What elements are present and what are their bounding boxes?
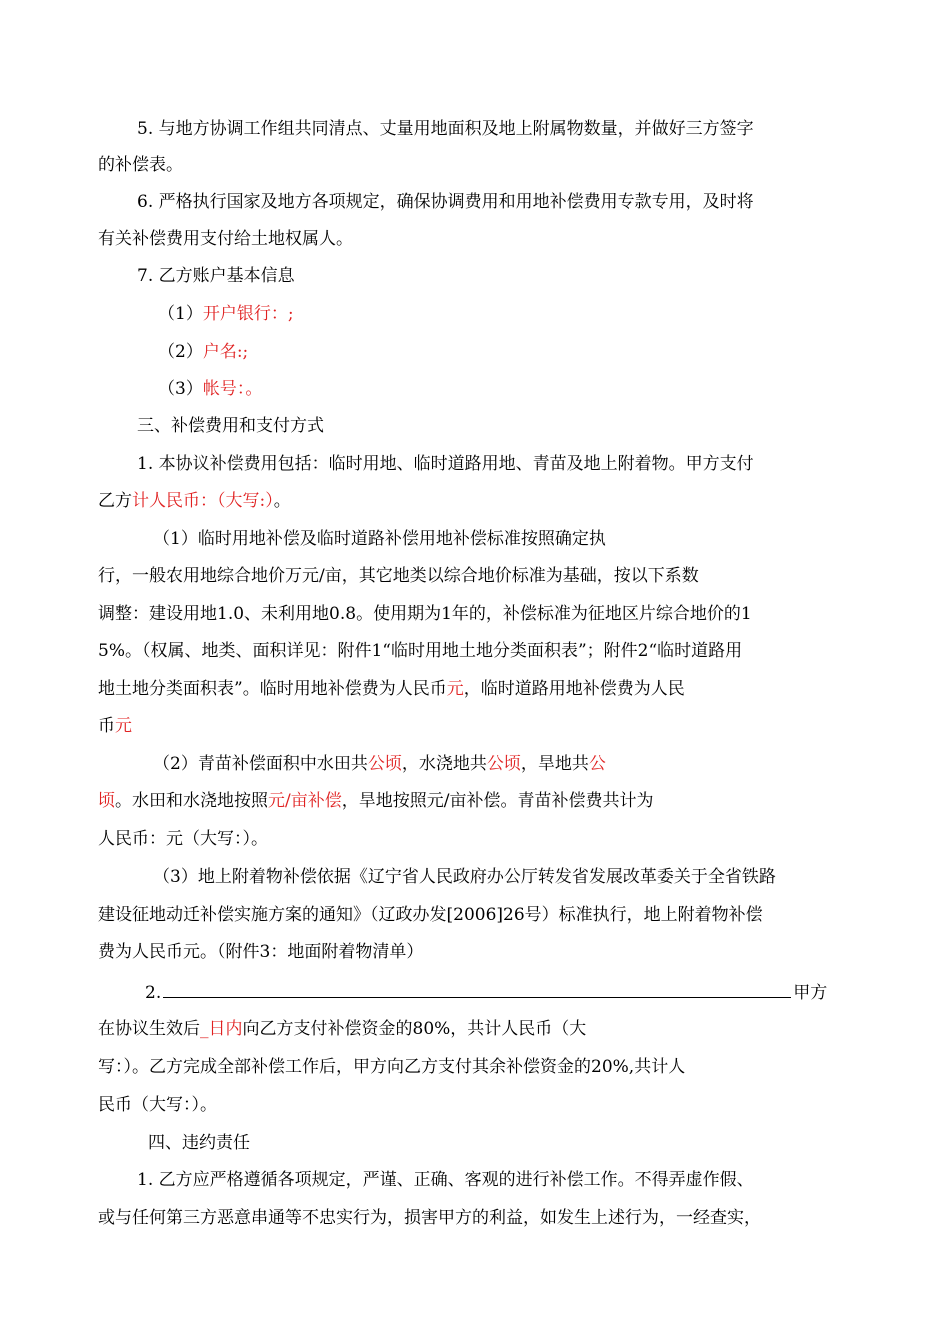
text-segment: ，水浇地共: [401, 754, 487, 774]
account-number-line: [158, 377, 262, 401]
text-segment: 甲方: [793, 983, 828, 1003]
account-number-label: 帐号：。: [202, 379, 263, 399]
attachment-para-line-3: 费为人民币元。（附件3：地面附着物清单）: [98, 942, 424, 962]
temp-land-para-line-5: [98, 677, 685, 701]
section-4-clause-1-line-1: 1. 乙方应严格遵循各项规定，严谨、正确、客观的进行补偿工作。不得弄虚作假、: [137, 1170, 754, 1190]
highlight-segment: 元: [115, 716, 132, 736]
temp-land-para-line-2: 行，一般农用地综合地价万元/亩，其它地类以综合地价标准为基础，按以下系数: [98, 566, 699, 586]
account-name-label: 户名:;: [202, 342, 249, 362]
crop-para-line-2: [98, 789, 653, 813]
clause-number: 2.: [145, 983, 162, 1003]
crop-para-line-1: [153, 752, 606, 776]
section-3-clause-1-line-2: [98, 489, 291, 513]
text-segment: 。: [273, 491, 291, 511]
section-3-heading: 三、补偿费用和支付方式: [137, 416, 324, 436]
text-segment: （2）青苗补偿面积中水田共: [153, 754, 368, 774]
highlight-segment: 公顷: [486, 754, 521, 774]
text-segment: ，临时道路用地补偿费为人民: [463, 679, 685, 699]
highlight-segment: 公: [588, 754, 606, 774]
clause-6-line-1: 6. 严格执行国家及地方各项规定，确保协调费用和用地补偿费用专款专用，及时将: [137, 192, 754, 212]
section-3-clause-1-line-1: 1. 本协议补偿费用包括：临时用地、临时道路用地、青苗及地上附着物。甲方支付: [137, 454, 754, 474]
account-name-line: [158, 340, 248, 364]
text-segment: 向乙方支付补偿资金的80%，共计人民币（大: [242, 1019, 587, 1039]
section-3-clause-2-line-4: 民币（大写：）。: [98, 1095, 217, 1115]
highlight-segment: _日内: [200, 1019, 243, 1039]
temp-land-para-line-6: [98, 714, 132, 738]
clause-6-line-2: 有关补偿费用支付给土地权属人。: [98, 229, 353, 249]
account-number-index: （3）: [158, 379, 203, 399]
text-segment: 在协议生效后: [98, 1019, 200, 1039]
highlight-segment: 公顷: [367, 754, 402, 774]
account-bank-label: 开户银行：;: [202, 304, 294, 324]
clause-7-heading: 7. 乙方账户基本信息: [137, 266, 295, 286]
clause-5-line-1: 5. 与地方协调工作组共同清点、丈量用地面积及地上附属物数量，并做好三方签字: [137, 119, 754, 139]
section-4-heading: 四、违约责任: [148, 1133, 250, 1153]
text-segment: 地土地分类面积表”。临时用地补偿费为人民币: [98, 679, 447, 699]
text-segment: ，旱地共: [520, 754, 589, 774]
section-4-clause-1-line-2: 或与任何第三方恶意串通等不忠实行为，损害甲方的利益，如发生上述行为，一经查实，: [98, 1208, 761, 1228]
highlight-segment: 顷: [98, 791, 115, 811]
temp-land-para-line-3: 调整：建设用地1.0、未利用地0.8。使用期为1年的，补偿标准为征地区片综合地价的1: [98, 604, 752, 624]
attachment-para-line-2: 建设征地动迁补偿实施方案的通知》（辽政办发[2006]26号）标准执行，地上附着物补偿: [98, 905, 763, 925]
blank-underline: [163, 980, 791, 998]
clause-5-line-2: 的补偿表。: [98, 155, 183, 175]
section-3-clause-2-line-2: [98, 1017, 586, 1041]
account-bank-index: （1）: [158, 304, 203, 324]
account-name-index: （2）: [158, 342, 203, 362]
temp-land-para-line-1: （1）临时用地补偿及临时道路补偿用地补偿标准按照确定执: [153, 529, 606, 549]
text-segment: 币: [98, 716, 115, 736]
highlight-segment: 元/亩补偿: [268, 791, 342, 811]
temp-land-para-line-4: 5%。（权属、地类、面积详见：附件1“临时用地土地分类面积表”；附件2“临时道路用: [98, 641, 743, 661]
text-segment: ，旱地按照元/亩补偿。青苗补偿费共计为: [341, 791, 654, 811]
account-bank-line: [158, 302, 294, 326]
highlight-segment: 元: [446, 679, 464, 699]
highlight-segment: 计人民币：（大写:）: [132, 491, 274, 511]
section-3-clause-2-line-1: [145, 980, 827, 1004]
crop-para-line-3: 人民币：元（大写：）。: [98, 829, 268, 849]
section-3-clause-2-line-3: 写：）。乙方完成全部补偿工作后，甲方向乙方支付其余补偿资金的20%,共计人: [98, 1057, 686, 1077]
attachment-para-line-1: （3）地上附着物补偿依据《辽宁省人民政府办公厅转发省发展改革委关于全省铁路: [153, 867, 776, 887]
text-segment: 。水田和水浇地按照: [115, 791, 268, 811]
text-segment: 乙方: [98, 491, 132, 511]
